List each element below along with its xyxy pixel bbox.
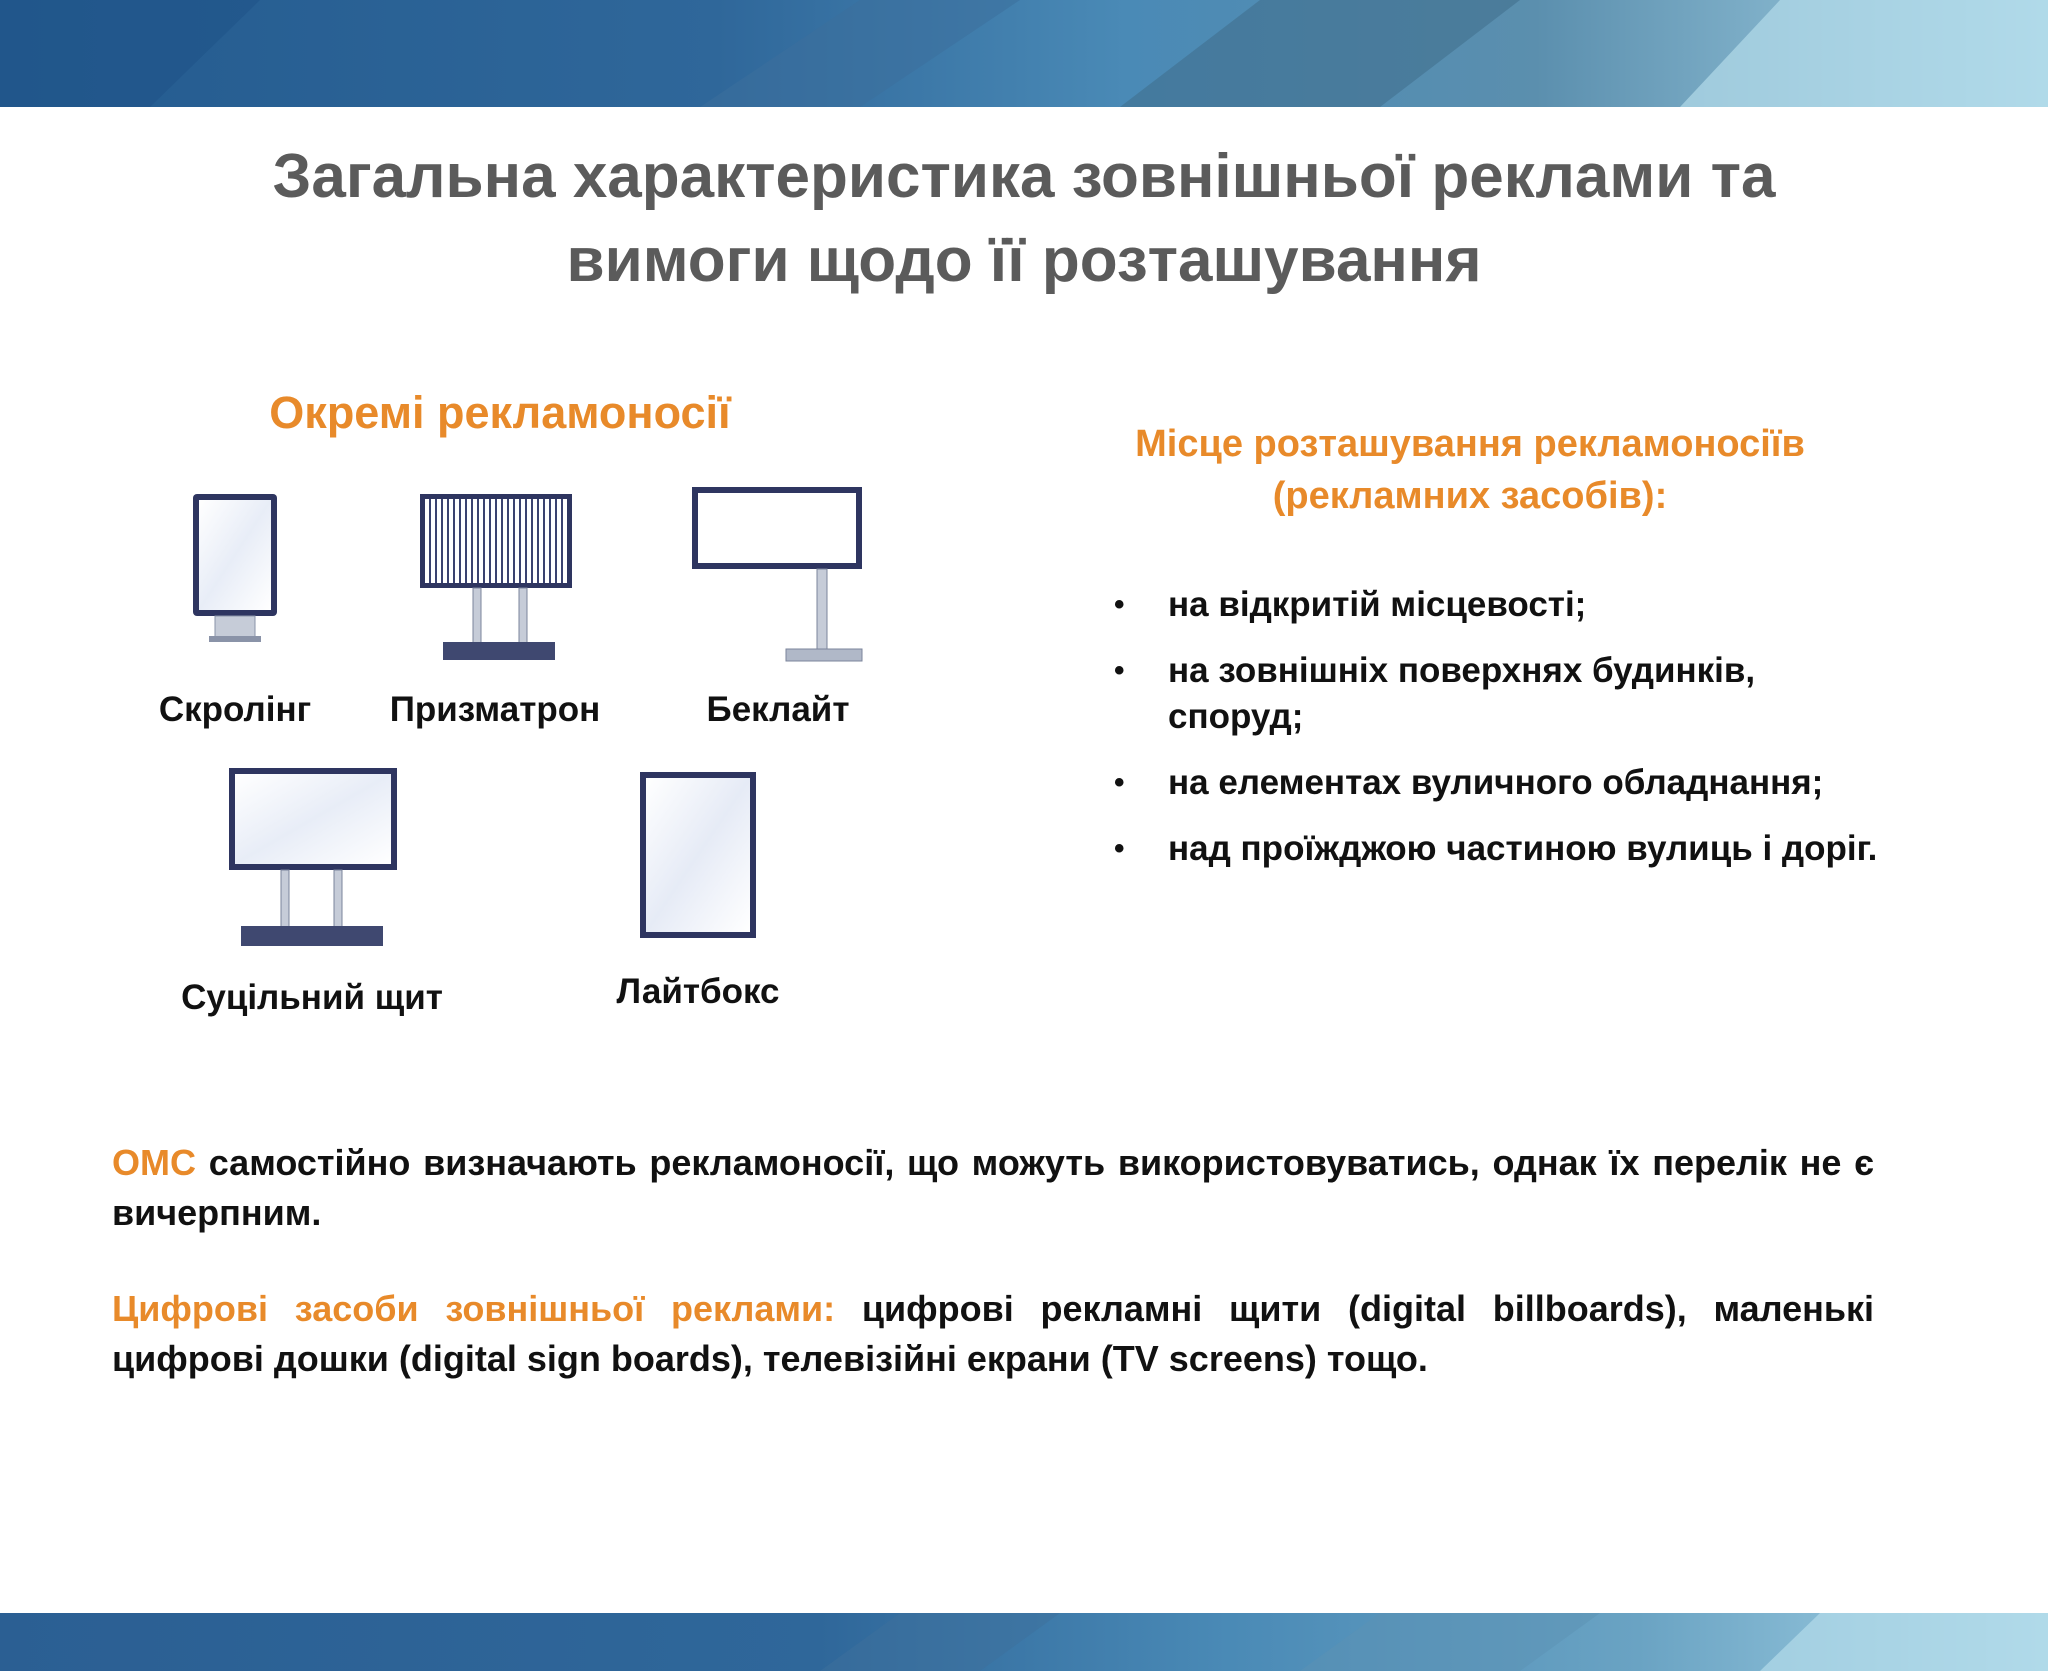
placement-heading-line-1: Місце розташування рекламоносіїв — [1135, 423, 1805, 465]
carrier-prismatron — [389, 480, 601, 729]
placement-heading — [1080, 418, 1860, 522]
placement-item-text: над проїжджою частиною вулиць і доріг. — [1168, 829, 1878, 868]
page-title — [0, 135, 2048, 303]
backlight-illustration — [690, 485, 865, 670]
oms-paragraph — [112, 1138, 1874, 1238]
carrier-solid-board — [181, 764, 443, 1017]
bullet-marker: • — [1114, 654, 1125, 687]
digital-text: цифрові рекламні щити (digital billboards), маленькі цифрові дошки (digital sign boards), телевізійні екрани (TV screens) тощо. — [112, 1288, 1875, 1379]
carrier-label-prismatron: Призматрон — [389, 690, 601, 729]
bottom-decorative-band — [0, 1613, 2048, 1671]
placement-item — [1112, 760, 1892, 806]
carriers-heading: Окремі рекламоносії — [269, 387, 731, 438]
placement-item — [1112, 582, 1892, 628]
placement-item-text: на елементах вуличного обладнання; — [1168, 763, 1824, 802]
digital-paragraph — [112, 1284, 1874, 1384]
lightbox-illustration — [638, 770, 758, 940]
carrier-label-scrolling: Скролінг — [158, 690, 312, 729]
bullet-marker: • — [1114, 832, 1125, 865]
bullet-marker: • — [1114, 588, 1125, 621]
oms-highlight: ОМС — [112, 1142, 196, 1183]
digital-highlight: Цифрові засоби зовнішньої реклами: — [112, 1288, 836, 1329]
placement-item — [1112, 648, 1892, 740]
title-line-2: вимоги щодо її розташування — [566, 226, 1482, 295]
carrier-lightbox — [616, 770, 780, 1011]
placement-item-text: на зовнішніх поверхнях будинків, споруд; — [1168, 651, 1756, 736]
placement-heading-line-2: (рекламних засобів): — [1272, 475, 1668, 517]
placement-item-text: на відкритій місцевості; — [1168, 585, 1587, 624]
carrier-label-lightbox: Лайтбокс — [616, 972, 780, 1011]
oms-text: самостійно визначають рекламоносії, що можуть використовуватись, однак їх перелік не є вичерпним. — [112, 1142, 1874, 1233]
carrier-scrolling — [158, 490, 312, 729]
top-decorative-band — [0, 0, 2048, 107]
placement-item — [1112, 826, 1892, 872]
bullet-marker: • — [1114, 766, 1125, 799]
carrier-label-backlight: Беклайт — [706, 690, 850, 729]
prismatron-illustration — [405, 480, 585, 665]
carrier-backlight — [690, 485, 865, 729]
title-line-1: Загальна характеристика зовнішньої реклами та — [272, 142, 1776, 211]
carrier-label-solid-board: Суцільний щит — [181, 978, 443, 1017]
solid-board-illustration — [225, 764, 400, 954]
scrolling-illustration — [185, 490, 285, 650]
placement-list — [1112, 582, 1892, 892]
